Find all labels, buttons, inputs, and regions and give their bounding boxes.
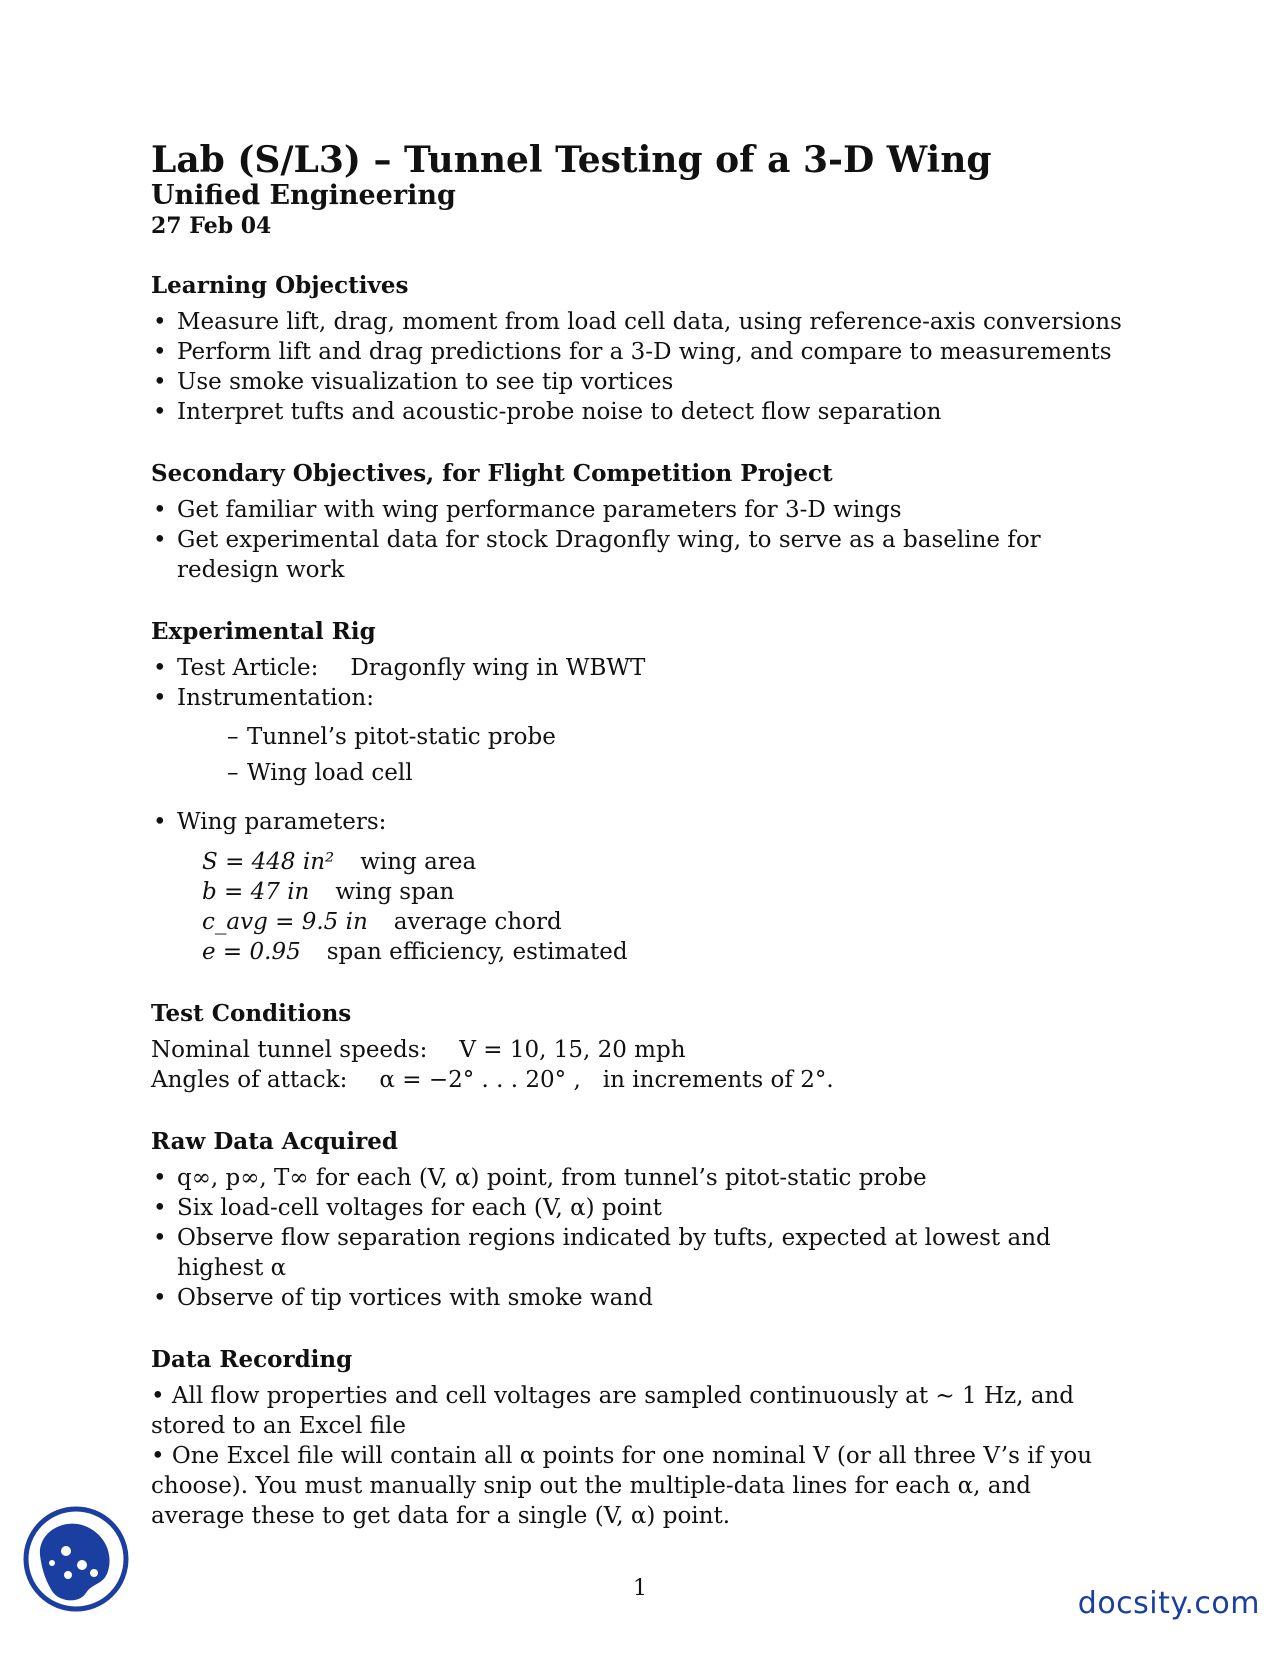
page-date: 27 Feb 04 bbox=[151, 213, 272, 239]
learning-objectives-section bbox=[151, 271, 1131, 427]
docsity-brand-link[interactable]: docsity.com bbox=[1077, 1586, 1260, 1621]
param-description: span efficiency, estimated bbox=[326, 939, 628, 965]
list-item: • Get familiar with wing performance parameters for 3-D wings bbox=[151, 495, 1131, 525]
list-item: – Tunnel’s pitot-static probe bbox=[227, 719, 1131, 755]
raw-data-section bbox=[151, 1127, 1131, 1313]
list-item: • Measure lift, drag, moment from load cell data, using reference-axis conversions bbox=[151, 307, 1131, 337]
param-description: wing span bbox=[335, 879, 455, 905]
test-article-value: Dragonfly wing in WBWT bbox=[350, 655, 646, 681]
data-recording-heading: Data Recording bbox=[151, 1346, 353, 1373]
test-article-item bbox=[151, 653, 1131, 683]
list-item: • Perform lift and drag predictions for a 3-D wing, and compare to measurements bbox=[151, 337, 1131, 367]
speeds-value: V = 10, 15, 20 mph bbox=[459, 1037, 686, 1063]
secondary-objectives-list bbox=[151, 495, 1131, 585]
wing-parameters-item bbox=[151, 807, 1131, 837]
recording-paragraph: • All flow properties and cell voltages are sampled continuously at ∼ 1 Hz, and stored to an Excel file bbox=[151, 1383, 1074, 1439]
data-recording-section bbox=[151, 1345, 1131, 1531]
speeds-label: Nominal tunnel speeds: bbox=[151, 1037, 428, 1063]
page-subtitle: Unified Engineering bbox=[151, 180, 456, 211]
list-item: • q∞, p∞, T∞ for each (V, α) point, from tunnel’s pitot-static probe bbox=[151, 1163, 1131, 1193]
list-item: • Interpret tufts and acoustic-probe noise to detect flow separation bbox=[151, 397, 1131, 427]
learning-objectives-list bbox=[151, 307, 1131, 427]
secondary-objectives-heading: Secondary Objectives, for Flight Competition Project bbox=[151, 460, 833, 487]
raw-data-list bbox=[151, 1163, 1131, 1313]
angles-label: Angles of attack: bbox=[151, 1067, 348, 1093]
rig-list bbox=[151, 653, 1131, 837]
param-formula: e = 0.95 bbox=[202, 939, 301, 965]
param-row bbox=[202, 877, 1131, 907]
test-conditions-heading: Test Conditions bbox=[151, 1000, 352, 1027]
instrument-list bbox=[177, 719, 1131, 791]
param-description: average chord bbox=[393, 909, 562, 935]
list-item: • Observe flow separation regions indicated by tufts, expected at lowest and highest α bbox=[151, 1223, 1131, 1283]
wing-parameters-table bbox=[202, 847, 1131, 967]
page-number: 1 bbox=[633, 1576, 647, 1601]
learning-objectives-heading: Learning Objectives bbox=[151, 272, 409, 299]
recording-paragraph: • One Excel file will contain all α points for one nominal V (or all three V’s if you choose). You must manually snip out the multiple-data lines for each α, and average these to get data for a single (V, α) point. bbox=[151, 1443, 1093, 1529]
angles-increment: in increments of 2°. bbox=[602, 1067, 834, 1093]
list-item: – Wing load cell bbox=[227, 755, 1131, 791]
param-row bbox=[202, 937, 1131, 967]
param-description: wing area bbox=[360, 849, 477, 875]
param-row bbox=[202, 907, 1131, 937]
raw-data-heading: Raw Data Acquired bbox=[151, 1128, 398, 1155]
list-item: • Observe of tip vortices with smoke wand bbox=[151, 1283, 1131, 1313]
param-formula: b = 47 in bbox=[202, 879, 310, 905]
angles-value: α = −2° . . . 20° , bbox=[379, 1067, 581, 1093]
test-article-label: Test Article: bbox=[177, 655, 319, 681]
instrumentation-item bbox=[151, 683, 1131, 791]
experimental-rig-heading: Experimental Rig bbox=[151, 618, 376, 645]
document-page bbox=[151, 140, 1131, 1563]
param-formula: c_avg = 9.5 in bbox=[202, 909, 368, 935]
angles-line bbox=[151, 1065, 1131, 1095]
instrumentation-label: Instrumentation: bbox=[177, 685, 374, 711]
secondary-objectives-section bbox=[151, 459, 1131, 585]
wing-parameters-label: Wing parameters: bbox=[177, 809, 387, 835]
page-title: Lab (S/L3) – Tunnel Testing of a 3-D Wing bbox=[151, 139, 992, 181]
docsity-logo-icon[interactable] bbox=[22, 1505, 130, 1613]
speeds-line bbox=[151, 1035, 1131, 1065]
list-item: • Use smoke visualization to see tip vortices bbox=[151, 367, 1131, 397]
param-formula: S = 448 in² bbox=[202, 849, 335, 875]
test-conditions-section bbox=[151, 999, 1131, 1095]
param-row bbox=[202, 847, 1131, 877]
list-item: • Six load-cell voltages for each (V, α) point bbox=[151, 1193, 1131, 1223]
list-item: • Get experimental data for stock Dragonfly wing, to serve as a baseline for redesign work bbox=[151, 525, 1131, 585]
experimental-rig-section bbox=[151, 617, 1131, 967]
